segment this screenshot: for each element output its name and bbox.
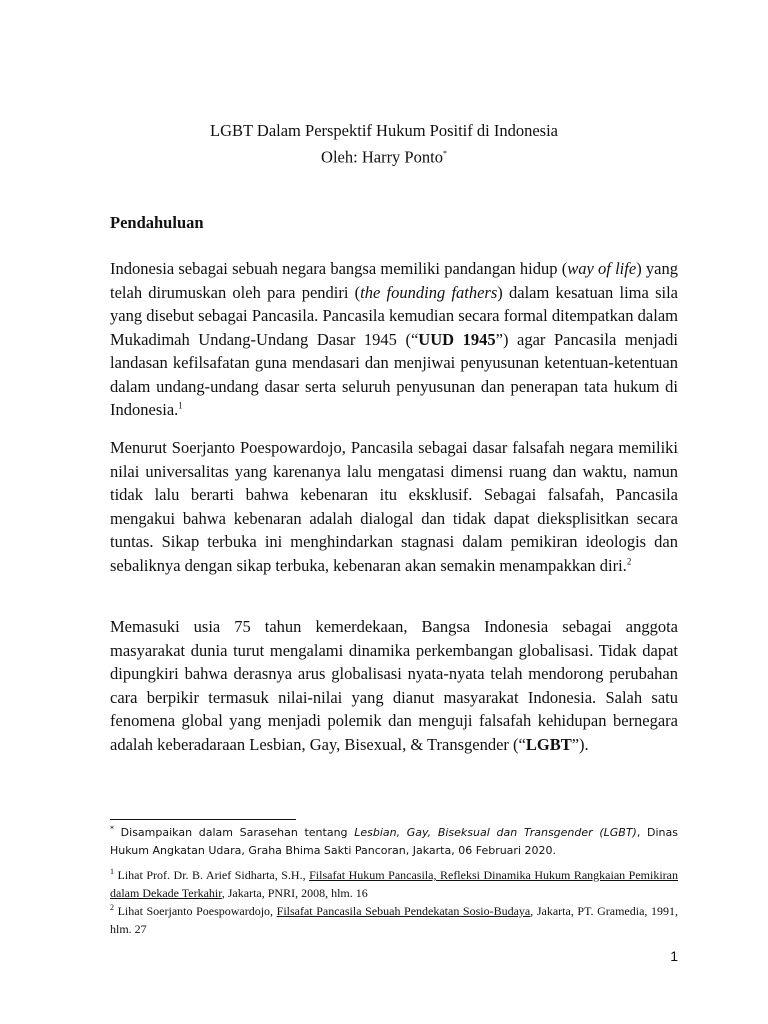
italic-term: way of life [567, 259, 637, 278]
text-run: ) dalam kesatuan lima sila yang disebut sebagai Pancasila. Pancasila kemudian secara formal ditempatkan dalam Mukadimah Undang-Undang Dasar 1945 (“ [110, 282, 678, 349]
section-heading: Pendahuluan [110, 213, 204, 232]
text-run: ”) agar Pancasila menjadi landasan kefilsafatan guna mendasari dan menjiwai penyusunan ketentuan-ketentuan dalam undang-undang dasar serta seluruh penyusunan dan penerapan tata hukum di Indonesia. [110, 329, 679, 419]
text-run: ”). [571, 734, 589, 754]
italic-term: the founding fathers [360, 282, 498, 302]
text-run: Lihat Soerjanto Poespowardojo, [114, 904, 277, 918]
bold-term: LGBT [525, 734, 572, 754]
text-run: , Jakarta, PT. Gramedia, 1991, hlm. 27 [110, 904, 678, 936]
footnote-reference: 1 [178, 400, 183, 411]
footnote-mark: * [110, 824, 114, 834]
text-run: ) yang telah dirumuskan oleh para pendiri ( [110, 259, 678, 302]
footnote-separator [110, 819, 296, 820]
author-line [0, 143, 768, 169]
text-run: Menurut Soerjanto Poespowardojo, Pancasila sebagai dasar falsafah negara memiliki nilai universalitas yang karenanya lalu mengatasi dimensi ruang dan waktu, namun tidak lalu berarti bahwa kebenaran itu eksklusif. Sebagai falsafah, Pancasila mengakui bahwa kebenaran adalah dialogal dan tidak dapat dieksplisitkan secara tuntas. Sikap terbuka ini menghindarkan stagnasi dalam pemikiran ideologis dan sebaliknya dengan sikap terbuka, kebenaran akan semakin menampakkan diri. [110, 438, 678, 575]
footnote-2 [110, 902, 678, 938]
footnote-1 [110, 866, 678, 902]
text-run: Lihat Prof. Dr. B. Arief Sidharta, S.H., [114, 868, 310, 882]
footnote-reference: 2 [626, 556, 632, 566]
book-title: Filsafat Pancasila Sebuah Pendekatan Sosio-Budaya [276, 904, 531, 918]
document-title: LGBT Dalam Perspektif Hukum Positif di Indonesia [210, 121, 558, 140]
author-name: Oleh: Harry Ponto [321, 147, 443, 167]
footnote-author [110, 824, 678, 860]
footnote-mark: 2 [110, 903, 114, 912]
text-run: Disampaikan dalam Sarasehan tentang [114, 826, 355, 839]
bold-term: UUD 1945 [418, 329, 496, 349]
text-run: Memasuki usia 75 tahun kemerdekaan, Bangsa Indonesia sebagai anggota masyarakat dunia turut mengalami dinamika perkembangan globalisasi. Tidak dapat dipungkiri bahwa derasnya arus globalisasi nyata-nyata telah mendorong perubahan cara berpikir termasuk nilai-nilai yang dianut masyarakat Indonesia. Salah satu fenomena global yang menjadi polemik dan menguji falsafah kehidupan bernegara adalah keberadaraan Lesbian, Gay, Bisexual, & Transgender (“ [110, 617, 678, 754]
paragraph-1 [110, 257, 678, 422]
text-run: Indonesia sebagai sebuah negara bangsa memiliki pandangan hidup ( [110, 259, 568, 278]
text-run: , Dinas Hukum Angkatan Udara, Graha Bhima Sakti Pancoran, Jakarta, 06 Februari 2020. [110, 826, 678, 857]
text-run: , Jakarta, PNRI, 2008, hlm. 16 [221, 886, 368, 900]
paragraph-2 [110, 436, 678, 577]
book-title: Filsafat Hukum Pancasila, Refleksi Dinamika Hukum Rangkaian Pemikiran dalam Dekade Terkahir [110, 868, 679, 900]
paragraph-3 [110, 615, 678, 756]
author-footnote-mark: * [442, 149, 447, 158]
page-number: 1 [670, 948, 678, 964]
footnote-mark: 1 [110, 867, 114, 876]
italic-term: Lesbian, Gay, Biseksual dan Transgender (LGBT) [354, 826, 637, 839]
